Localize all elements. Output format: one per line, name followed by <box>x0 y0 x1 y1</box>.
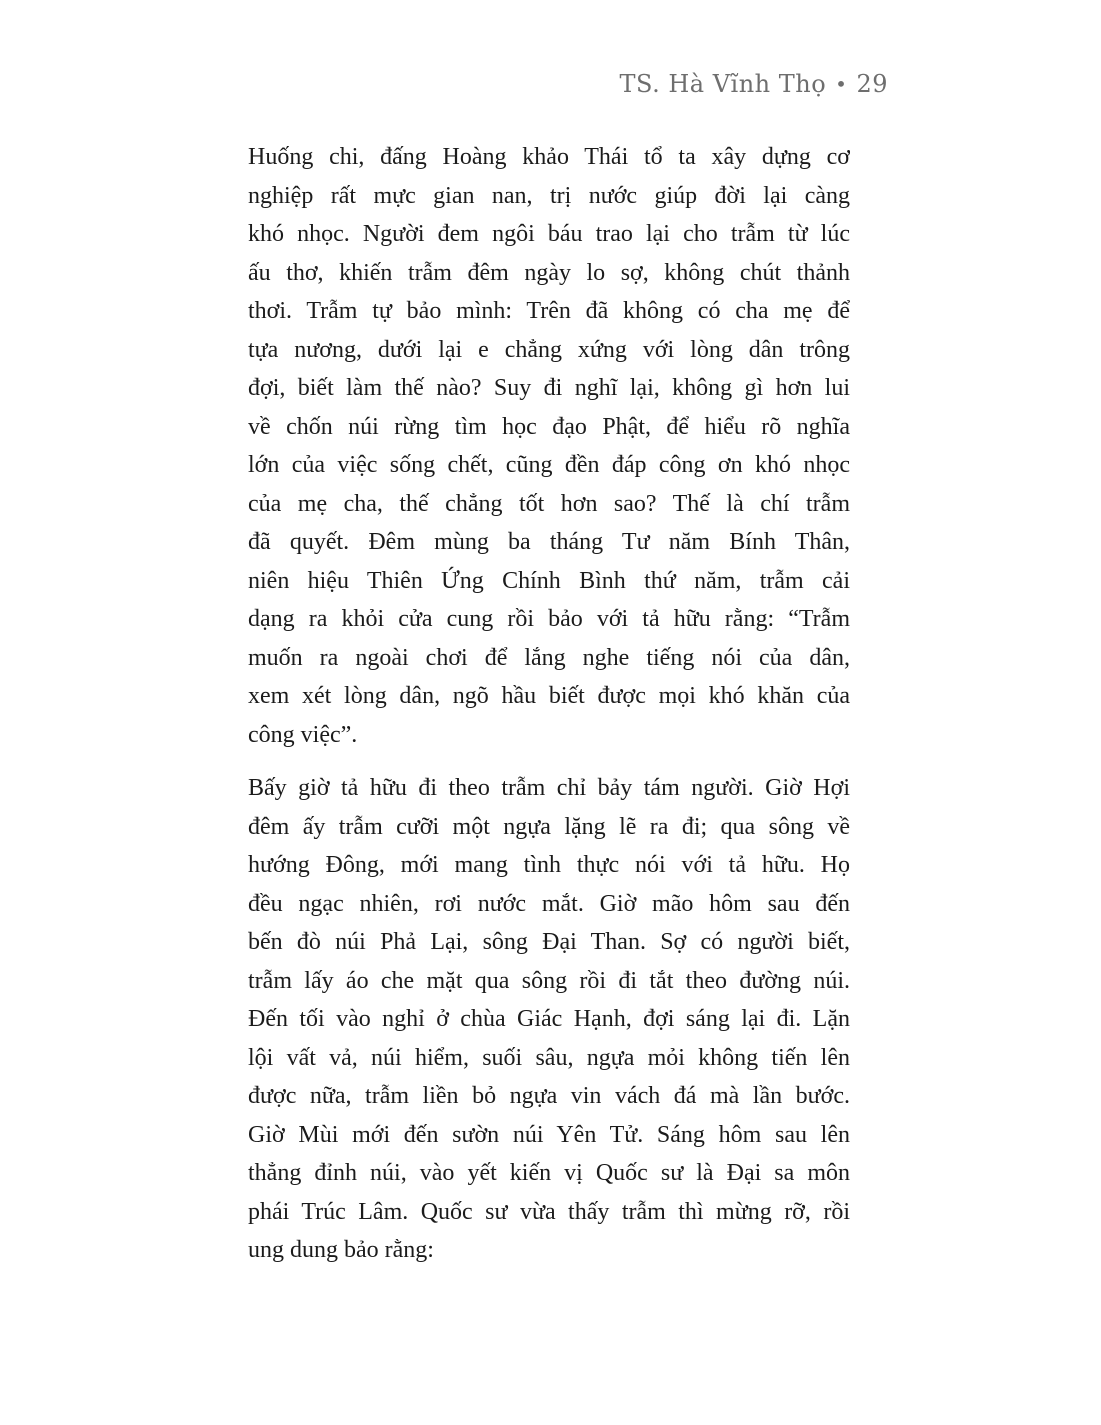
text-line: bến đò núi Phả Lại, sông Đại Than. Sợ có người biết, <box>248 929 850 955</box>
header-page-number: 29 <box>856 70 888 98</box>
text-line: về chốn núi rừng tìm học đạo Phật, để hiểu rõ nghĩa <box>248 413 850 440</box>
page-header <box>619 70 888 98</box>
header-author: TS. Hà Vĩnh Thọ <box>619 70 827 98</box>
text-line: Huống chi, đấng Hoàng khảo Thái tổ ta xây dựng cơ <box>248 144 850 170</box>
text-line: đều ngạc nhiên, rơi nước mắt. Giờ mão hôm sau đến <box>248 890 850 917</box>
text-line: Đến tối vào nghỉ ở chùa Giác Hạnh, đợi sáng lại đi. Lặn <box>248 1006 850 1032</box>
paragraph <box>248 138 850 754</box>
text-line: thơi. Trẫm tự bảo mình: Trên đã không có cha mẹ để <box>248 298 850 324</box>
text-line: được nữa, trẫm liền bỏ ngựa vin vách đá mà lần bước. <box>248 1083 850 1109</box>
text-line: đợi, biết làm thế nào? Suy đi nghĩ lại, không gì hơn lui <box>248 375 850 401</box>
text-line: khó nhọc. Người đem ngôi báu trao lại cho trẫm từ lúc <box>248 221 850 247</box>
text-line: phái Trúc Lâm. Quốc sư vừa thấy trẫm thì mừng rỡ, rồi <box>248 1198 850 1225</box>
text-line: lội vất vả, núi hiểm, suối sâu, ngựa mỏi không tiến lên <box>248 1044 850 1071</box>
text-line: ấu thơ, khiến trẫm đêm ngày lo sợ, không chút thảnh <box>248 259 850 286</box>
text-line: dạng ra khỏi cửa cung rồi bảo với tả hữu rằng: “Trẫm <box>248 606 850 632</box>
text-line: Bấy giờ tả hữu đi theo trẫm chỉ bảy tám người. Giờ Hợi <box>248 775 850 801</box>
text-line: của mẹ cha, thế chẳng tốt hơn sao? Thế là chí trẫm <box>248 490 850 517</box>
text-line: trẫm lấy áo che mặt qua sông rồi đi tắt theo đường núi. <box>248 967 850 994</box>
text-line: hướng Đông, mới mang tình thực nói với tả hữu. Họ <box>248 852 850 878</box>
text-line: thẳng đỉnh núi, vào yết kiến vị Quốc sư là Đại sa môn <box>248 1160 850 1186</box>
text-line: tựa nương, dưới lại e chẳng xứng với lòng dân trông <box>248 336 850 363</box>
paragraph <box>248 769 850 1270</box>
text-line: Giờ Mùi mới đến sườn núi Yên Tử. Sáng hôm sau lên <box>248 1121 850 1148</box>
text-line: nghiệp rất mực gian nan, trị nước giúp đời lại càng <box>248 182 850 209</box>
text-line: lớn của việc sống chết, cũng đền đáp công ơn khó nhọc <box>248 452 850 478</box>
body-text <box>248 138 850 1285</box>
text-line: xem xét lòng dân, ngõ hầu biết được mọi khó khăn của <box>248 683 850 709</box>
text-line: đã quyết. Đêm mùng ba tháng Tư năm Bính Thân, <box>248 529 850 555</box>
text-line: niên hiệu Thiên Ứng Chính Bình thứ năm, trẫm cải <box>248 567 850 594</box>
text-line: muốn ra ngoài chơi để lắng nghe tiếng nói của dân, <box>248 644 850 671</box>
text-line: công việc”. <box>248 721 358 748</box>
header-separator-dot: • <box>835 72 848 96</box>
text-line: ung dung bảo rằng: <box>248 1237 434 1263</box>
text-line: đêm ấy trẫm cưỡi một ngựa lặng lẽ ra đi; qua sông về <box>248 813 850 840</box>
